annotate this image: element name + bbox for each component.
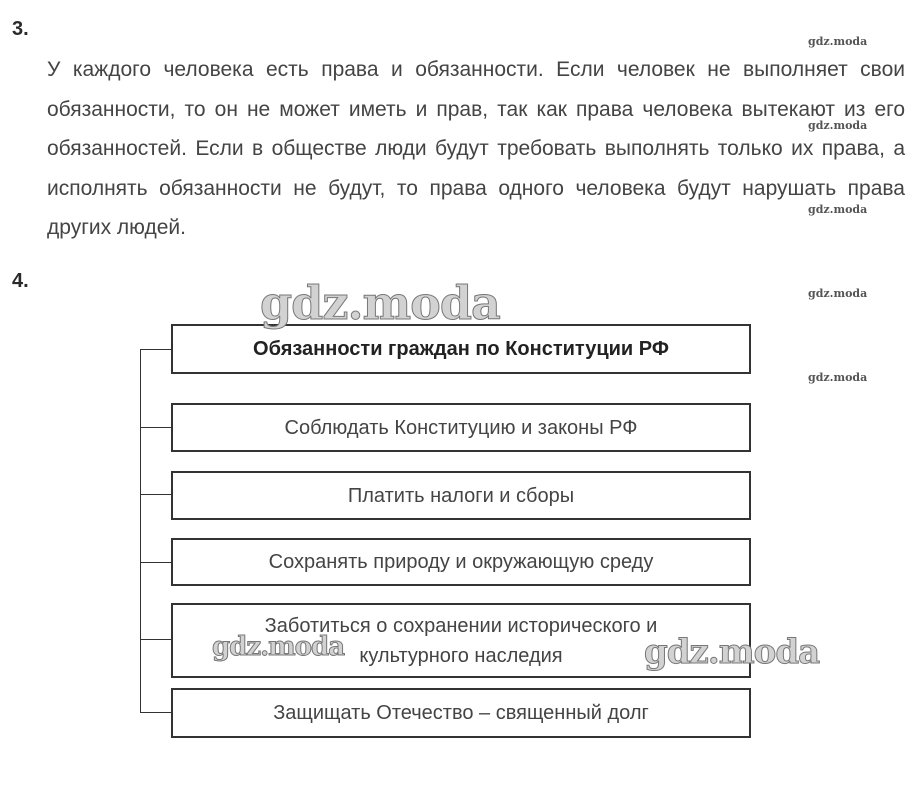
watermark-medium: gdz.moda (212, 632, 345, 662)
section-4-number: 4. (12, 270, 29, 292)
diagram-connector (140, 349, 172, 350)
diagram-item-box: Платить налоги и сборы (171, 471, 751, 520)
diagram-connector (140, 427, 172, 428)
diagram-item-box: Защищать Отечество – священный долг (171, 688, 751, 738)
diagram-item-box: Заботиться о сохранении исторического и культурного наследия (171, 603, 751, 678)
watermark-small: gdz.moda (808, 35, 868, 48)
watermark-small: gdz.moda (808, 371, 868, 384)
diagram-item-box: Сохранять природу и окружающую среду (171, 538, 751, 586)
watermark-small: gdz.moda (808, 119, 868, 132)
watermark-small: gdz.moda (808, 287, 868, 300)
section-3-number: 3. (12, 18, 29, 40)
section-3-paragraph: У каждого человека есть права и обязанности. Если человек не выполняет свои обязанности, то он не может иметь и прав, так как права человека вытекают из его обязанностей. Если в обществе люди будут требовать выполнять только их права, а исполнять обязанности не будут, то права одного человека будут нарушать права других людей. (47, 58, 905, 239)
diagram-connector (140, 494, 172, 495)
diagram-connector (140, 562, 172, 563)
watermark-small: gdz.moda (808, 203, 868, 216)
diagram-connector (140, 712, 172, 713)
watermark-large: gdz.moda (260, 276, 500, 330)
diagram-bracket-line (140, 349, 141, 713)
diagram-item-box: Соблюдать Конституцию и законы РФ (171, 403, 751, 452)
watermark-medium: gdz.moda (644, 632, 820, 672)
diagram-title-box: Обязанности граждан по Конституции РФ (171, 324, 751, 374)
diagram-connector (140, 639, 172, 640)
